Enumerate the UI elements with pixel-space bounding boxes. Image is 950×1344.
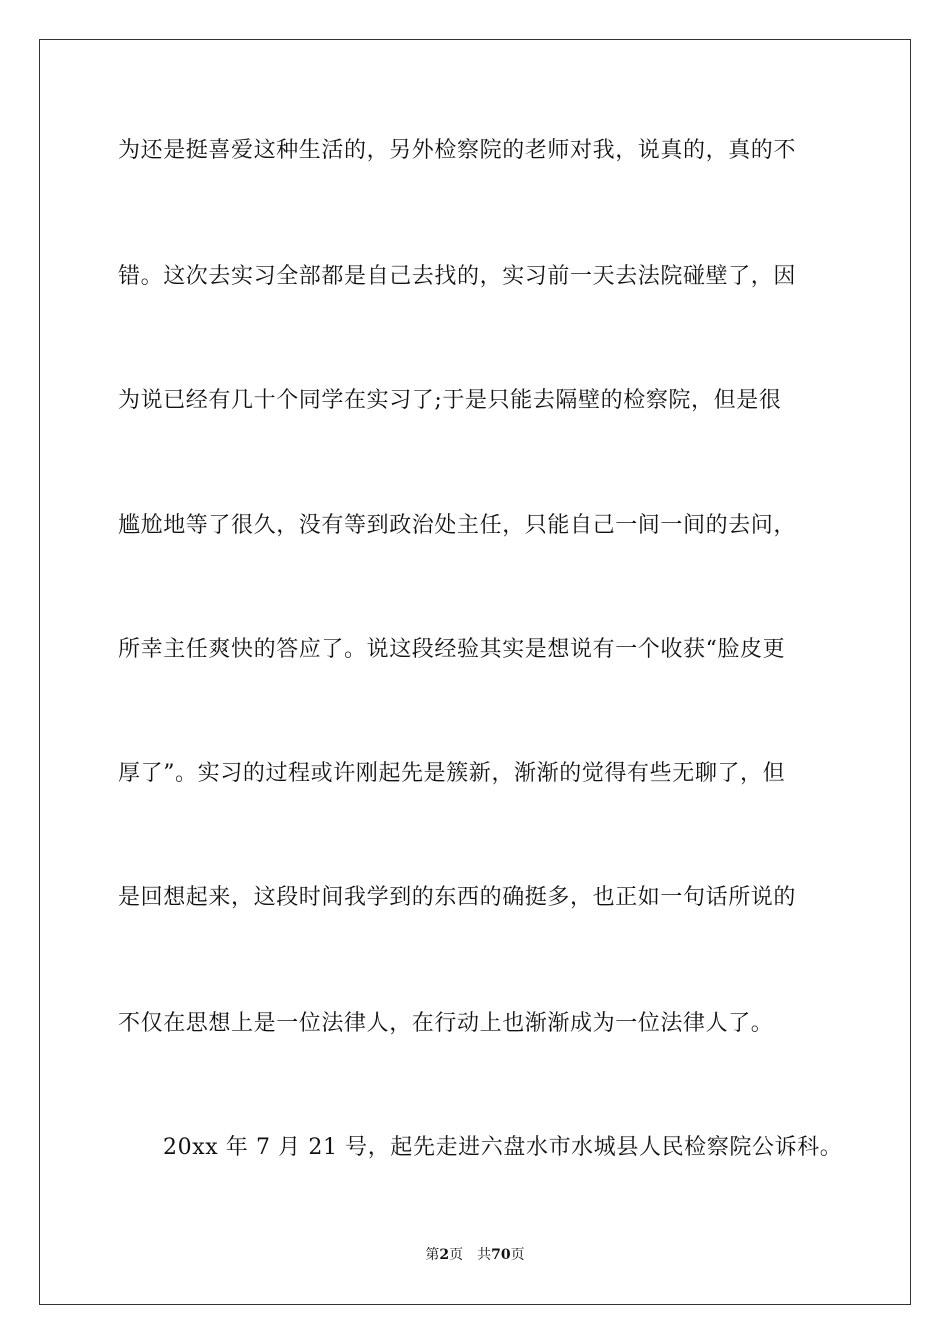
text-line: 错。这次去实习全部都是自己去找的，实习前一天去法院碰壁了，因 — [118, 264, 797, 289]
text-line: 尴尬地等了很久，没有等到政治处主任，只能自己一间一间的去问， — [118, 513, 797, 538]
page-number: 2 — [439, 1247, 450, 1263]
text-line: 20xx 年 7 月 21 号，起先走进六盘水市水城县人民检察院公诉科。 — [163, 1135, 843, 1160]
text-line: 所幸主任爽快的答应了。说这段经验其实是想说有一个收获“脸皮更 — [118, 637, 786, 662]
total-suffix: 页 — [510, 1247, 525, 1263]
page-suffix: 页 — [449, 1247, 464, 1263]
text-line: 厚了”。实习的过程或许刚起先是簇新，渐渐的觉得有些无聊了，但 — [118, 761, 786, 786]
text-line: 不仅在思想上是一位法律人，在行动上也渐渐成为一位法律人了。 — [118, 1011, 774, 1036]
text-line: 为还是挺喜爱这种生活的，另外检察院的老师对我，说真的，真的不 — [118, 138, 797, 163]
total-prefix: 共 — [477, 1247, 492, 1263]
text-line: 是回想起来，这段时间我学到的东西的确挺多，也正如一句话所说的 — [118, 885, 797, 910]
total-pages: 70 — [491, 1247, 511, 1263]
text-line: 为说已经有几十个同学在实习了;于是只能去隔壁的检察院，但是很 — [118, 388, 782, 413]
page-prefix: 第 — [425, 1247, 440, 1263]
page-frame — [39, 39, 911, 1305]
page-footer — [0, 1246, 950, 1264]
